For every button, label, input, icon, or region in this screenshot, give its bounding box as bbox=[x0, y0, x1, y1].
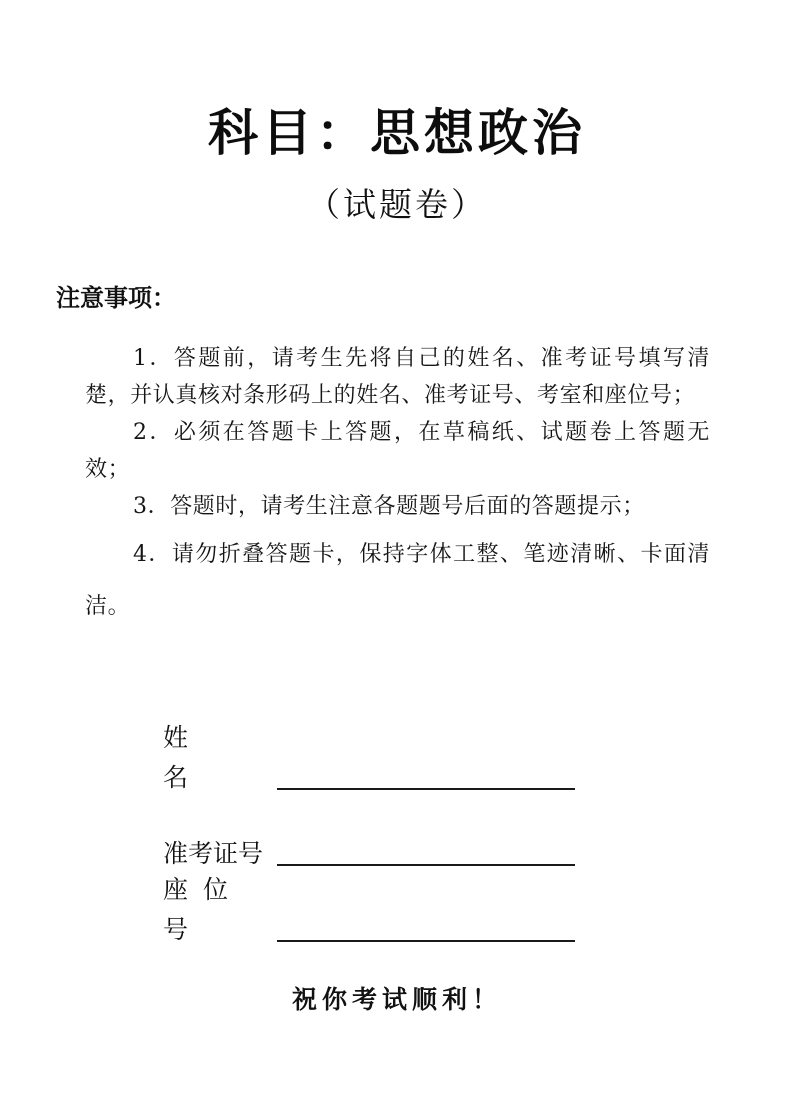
notice-item-2: 2．必须在答题卡上答题，在草稿纸、试题卷上答题无效； bbox=[85, 420, 710, 482]
notice-item-1: 1．答题前，请考生先将自己的姓名、准考证号填写清楚，并认真核对条形码上的姓名、准考证号、考室和座位号； bbox=[85, 346, 710, 408]
page-title: 科目：思想政治 bbox=[208, 104, 586, 162]
notice-list bbox=[85, 340, 710, 633]
page-subtitle: （试题卷） bbox=[307, 185, 487, 224]
blessing-text: 祝你考试顺利！ bbox=[291, 985, 502, 1014]
notice-item-3: 3．答题时，请考生注意各题题号后面的答题提示； bbox=[133, 494, 645, 519]
name-row bbox=[163, 722, 623, 798]
exam-id-fill-line[interactable] bbox=[277, 864, 575, 866]
name-fill-line[interactable] bbox=[277, 788, 575, 790]
name-label: 姓名 bbox=[163, 723, 235, 792]
candidate-info-form bbox=[163, 722, 623, 950]
seat-row bbox=[163, 874, 623, 950]
seat-fill-line[interactable] bbox=[277, 940, 575, 942]
exam-id-label: 准考证号 bbox=[163, 839, 264, 868]
notice-item-4: 4．请勿折叠答题卡，保持字体工整、笔迹清晰、卡面清洁。 bbox=[85, 542, 710, 619]
seat-label: 座位号 bbox=[163, 875, 244, 944]
exam-id-row bbox=[163, 798, 623, 874]
notice-heading: 注意事项： bbox=[56, 284, 176, 312]
